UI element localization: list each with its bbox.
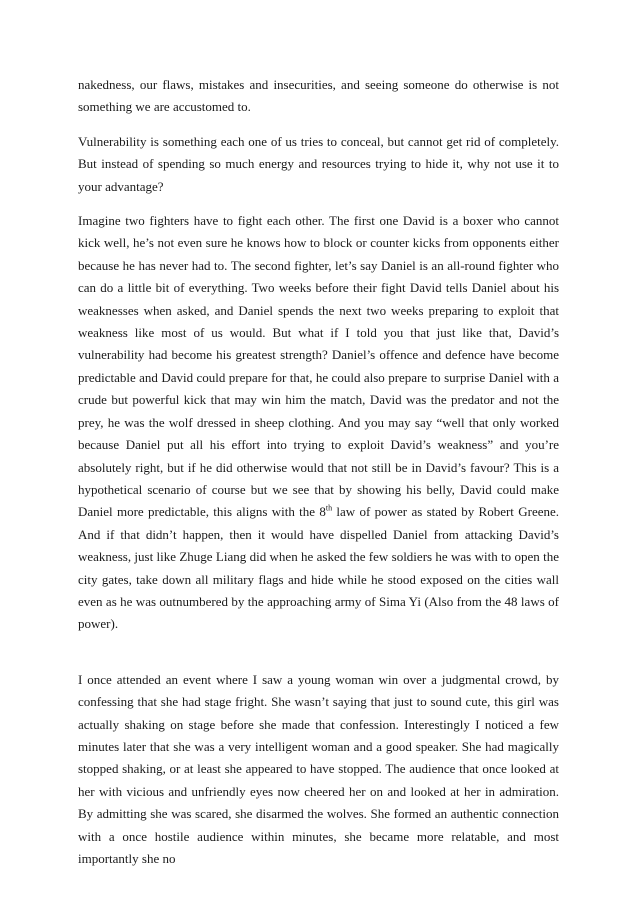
ordinal-superscript: th xyxy=(325,503,333,513)
paragraph-1: nakedness, our flaws, mistakes and insecurities, and seeing someone do otherwise is not something we are accustomed to. xyxy=(78,77,559,115)
section-gap xyxy=(78,636,559,669)
paragraph-3-text-a: Imagine two fighters have to fight each other. The first one David is a boxer who cannot kick well, he’s not even sure he knows how to block or counter kicks from opponents either because he has never had to. The second fighter, let’s say Daniel is an all-round fighter who can do a little bit of everything. Two weeks before their fight David tells Daniel about his weaknesses when asked, and Daniel spends the next two weeks preparing to exploit that weakness like most of us would. But what if I told you that just like that, David’s vulnerability had become his greatest strength? Daniel’s offence and defence have become predictable and David could prepare for that, he could also prepare to surprise Daniel with a crude but powerful kick that may win him the match, David was the predator and not the prey, he was the wolf dressed in sheep clothing. And you may say “well that only worked because Daniel put all his effort into trying to exploit David’s weakness” and you’re absolutely right, but if he did otherwise would that not still be in David’s favour? This is a hypothetical scenario of course but we see that by showing his belly, David could make Daniel more predictable, this aligns with the 8 xyxy=(78,213,559,520)
document-body xyxy=(78,74,559,870)
paragraph-3 xyxy=(78,210,559,636)
paragraph-2: Vulnerability is something each one of us tries to conceal, but cannot get rid of completely. But instead of spending so much energy and resources trying to hide it, why not use it to your advantage? xyxy=(78,133,559,194)
paragraph-4: I once attended an event where I saw a young woman win over a judgmental crowd, by confessing that she had stage fright. She wasn’t saying that just to sound cute, this girl was actually shaking on stage before she made that confession. Interestingly I noticed a few minutes later that she was a very intelligent woman and a good speaker. She had magically stopped shaking, or at least she appeared to have stopped. The audience that once looked at her with vicious and unfriendly eyes now cheered her on and looked at her in admiration. By admitting she was scared, she disarmed the wolves. She formed an authentic connection with a once hostile audience within minutes, she became more relatable, and most importantly she no xyxy=(78,671,559,866)
paragraph-3-text-b: law of power as stated by Robert Greene. And if that didn’t happen, then it would have dispelled Daniel from attacking David’s weakness, just like Zhuge Liang did when he asked the few soldiers he was with to open the city gates, take down all military flags and hide while he stood exposed on the cities wall even as he was outnumbered by the approaching army of Sima Yi (Also from the 48 laws of power). xyxy=(78,504,559,632)
